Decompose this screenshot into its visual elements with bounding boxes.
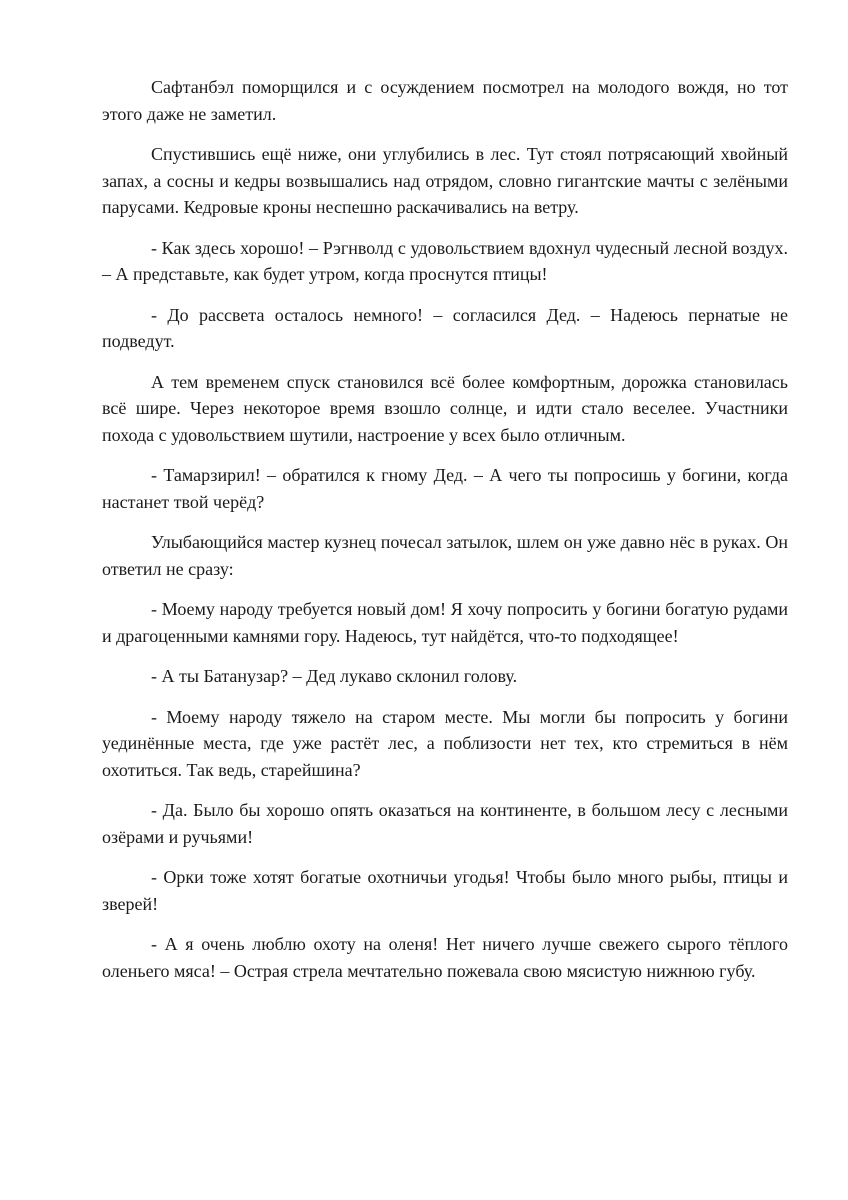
paragraph: Сафтанбэл поморщился и с осуждением посмотрел на молодого вождя, но тот этого даже не заметил.: [102, 77, 788, 124]
paragraph: - А ты Батанузар? – Дед лукаво склонил голову.: [151, 666, 518, 686]
paragraph: - Моему народу требуется новый дом! Я хочу попросить у богини богатую рудами и драгоценными камнями гору. Надеюсь, тут найдётся, что-то подходящее!: [102, 599, 788, 646]
paragraph: - Орки тоже хотят богатые охотничьи угодья! Чтобы было много рыбы, птицы и зверей!: [102, 867, 788, 914]
paragraph: - Да. Было бы хорошо опять оказаться на континенте, в большом лесу с лесными озёрами и ручьями!: [102, 800, 788, 847]
paragraph: - А я очень люблю охоту на оленя! Нет ничего лучше свежего сырого тёплого оленьего мяса! – Острая стрела мечтательно пожевала свою мясистую нижнюю губу.: [102, 934, 788, 981]
paragraph: - До рассвета осталось немного! – согласился Дед. – Надеюсь пернатые не подведут.: [102, 304, 788, 351]
paragraph: Спустившись ещё ниже, они углубились в лес. Тут стоял потрясающий хвойный запах, а сосны и кедры возвышались над отрядом, словно гигантские мачты с зелёными парусами. Кедровые кроны неспешно раскачивались на ветру.: [102, 144, 788, 217]
paragraph: - Моему народу тяжело на старом месте. Мы могли бы попросить у богини уединённые места, где уже растёт лес, а поблизости нет тех, кто стремиться в нём охотиться. Так ведь, старейшина?: [102, 706, 788, 780]
paragraph: А тем временем спуск становился всё более комфортным, дорожка становилась всё шире. Через некоторое время взошло солнце, и идти стало веселее. Участники похода с удовольствием шутили, настроение у всех было отличным.: [102, 371, 788, 445]
document-page: [102, 74, 788, 984]
paragraph: - Тамарзирил! – обратился к гному Дед. – А чего ты попросишь у богини, когда настанет твой черёд?: [102, 465, 788, 512]
paragraph: Улыбающийся мастер кузнец почесал затылок, шлем он уже давно нёс в руках. Он ответил не сразу:: [102, 532, 788, 579]
paragraph: - Как здесь хорошо! – Рэгнволд с удовольствием вдохнул чудесный лесной воздух. – А представьте, как будет утром, когда проснутся птицы!: [102, 237, 788, 284]
